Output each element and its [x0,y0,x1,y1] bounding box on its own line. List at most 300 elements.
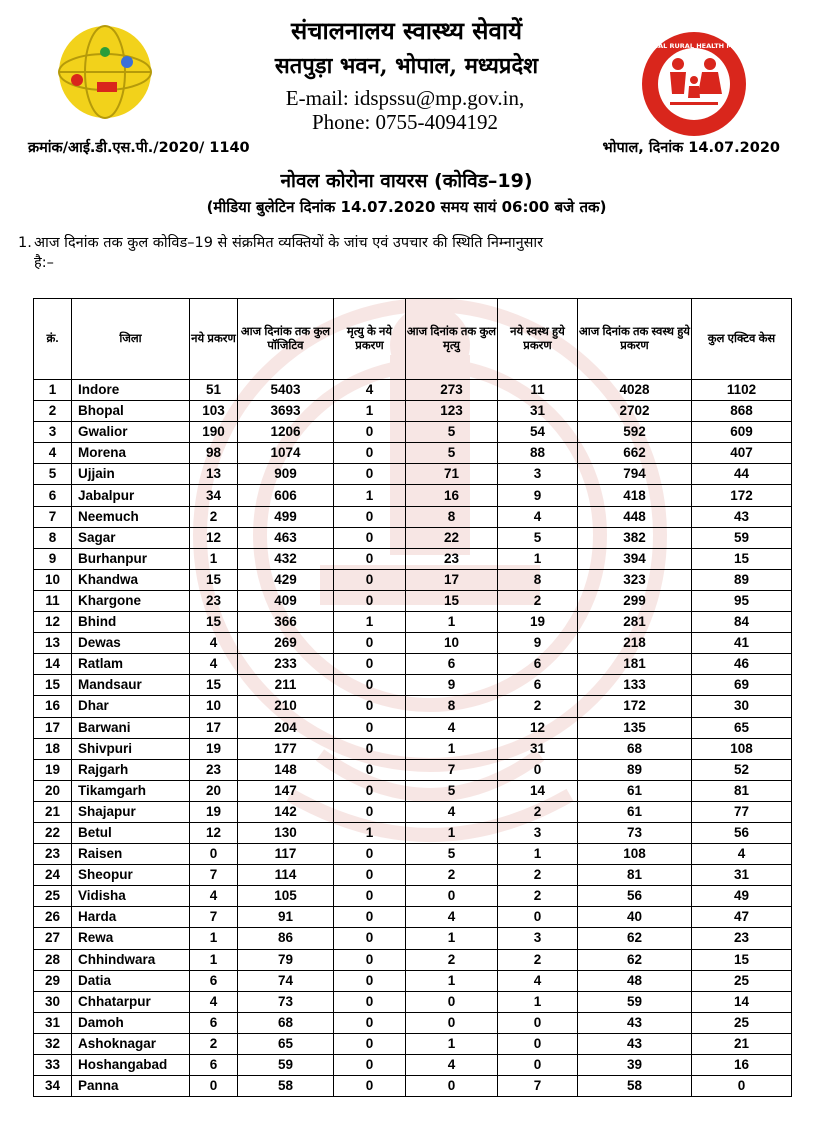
cell-new-recovered: 54 [498,422,578,443]
cell-new-recovered: 11 [498,380,578,401]
cell-active-cases: 84 [692,612,792,633]
table-row [34,380,792,401]
cell-total-deaths: 4 [406,907,498,928]
cell-new-deaths: 0 [334,865,406,886]
cell-total-deaths: 2 [406,949,498,970]
cell-total-positive: 114 [238,865,334,886]
cell-total-positive: 3693 [238,401,334,422]
cell-active-cases: 44 [692,464,792,485]
cell-serial: 5 [34,464,72,485]
cell-new-recovered: 0 [498,1055,578,1076]
cell-active-cases: 25 [692,970,792,991]
cell-serial: 7 [34,506,72,527]
table-row [34,485,792,506]
cell-new-cases: 51 [190,380,238,401]
cell-active-cases: 172 [692,485,792,506]
cell-new-recovered: 1 [498,548,578,569]
table-row [34,548,792,569]
cell-new-recovered: 14 [498,780,578,801]
cell-district: Ratlam [72,654,190,675]
cell-new-recovered: 3 [498,822,578,843]
cell-new-cases: 0 [190,844,238,865]
cell-total-deaths: 17 [406,569,498,590]
cell-new-cases: 98 [190,443,238,464]
cell-district: Bhind [72,612,190,633]
cell-total-deaths: 123 [406,401,498,422]
cell-new-recovered: 2 [498,886,578,907]
cell-total-positive: 68 [238,1012,334,1033]
cell-new-cases: 1 [190,928,238,949]
cell-total-deaths: 8 [406,506,498,527]
cell-total-deaths: 22 [406,527,498,548]
table-row [34,822,792,843]
cell-new-cases: 6 [190,1055,238,1076]
cell-new-deaths: 0 [334,633,406,654]
bulletin-subtitle: (मीडिया बुलेटिन दिनांक 14.07.2020 समय सायं 06:00 बजे तक) [206,198,607,216]
cell-active-cases: 56 [692,822,792,843]
header-new-cases: नये प्रकरण [190,299,238,380]
intro-text: आज दिनांक तक कुल कोविड–19 से संक्रमित व्यक्तियों के जांच एवं उपचार की स्थिति निम्नानुसार [34,235,544,251]
cell-active-cases: 14 [692,991,792,1012]
cell-new-recovered: 6 [498,675,578,696]
cell-serial: 33 [34,1055,72,1076]
cell-serial: 3 [34,422,72,443]
cell-district: Chhindwara [72,949,190,970]
cell-total-recovered: 39 [578,1055,692,1076]
cell-total-deaths: 15 [406,590,498,611]
cell-active-cases: 21 [692,1033,792,1054]
cell-total-positive: 79 [238,949,334,970]
table-row [34,1033,792,1054]
cell-new-cases: 20 [190,780,238,801]
reference-row [28,137,780,159]
table-row [34,844,792,865]
cell-active-cases: 69 [692,675,792,696]
cell-serial: 18 [34,738,72,759]
cell-new-recovered: 2 [498,865,578,886]
cell-new-recovered: 9 [498,633,578,654]
cell-total-deaths: 71 [406,464,498,485]
cell-new-recovered: 88 [498,443,578,464]
table-row [34,717,792,738]
table-row [34,907,792,928]
cell-total-recovered: 62 [578,928,692,949]
cell-total-positive: 73 [238,991,334,1012]
cell-new-recovered: 2 [498,801,578,822]
cell-new-recovered: 2 [498,590,578,611]
table-row [34,612,792,633]
cell-total-recovered: 89 [578,759,692,780]
table-row [34,991,792,1012]
cell-total-positive: 58 [238,1076,334,1097]
cell-district: Morena [72,443,190,464]
table-row [34,696,792,717]
cell-district: Chhatarpur [72,991,190,1012]
cell-district: Raisen [72,844,190,865]
cell-new-deaths: 0 [334,1076,406,1097]
bulletin-title: नोवल कोरोना वायरस (कोविड–19) [280,170,533,192]
email-line: E-mail: idspssu@mp.gov.in, [285,86,525,110]
cell-new-recovered: 0 [498,1012,578,1033]
cell-new-cases: 6 [190,970,238,991]
header-serial: क्रं. [34,299,72,380]
cell-new-cases: 10 [190,696,238,717]
cell-new-deaths: 0 [334,527,406,548]
table-row [34,1012,792,1033]
cell-new-cases: 19 [190,738,238,759]
cell-total-recovered: 108 [578,844,692,865]
cell-total-positive: 117 [238,844,334,865]
header-district: जिला [72,299,190,380]
cell-total-positive: 204 [238,717,334,738]
intro-text-continued: है:– [34,255,54,271]
cell-active-cases: 23 [692,928,792,949]
cell-new-cases: 15 [190,569,238,590]
cell-total-recovered: 56 [578,886,692,907]
cell-active-cases: 52 [692,759,792,780]
cell-new-deaths: 1 [334,822,406,843]
cell-new-deaths: 0 [334,738,406,759]
cell-total-recovered: 281 [578,612,692,633]
cell-district: Damoh [72,1012,190,1033]
cell-total-deaths: 1 [406,928,498,949]
cell-new-deaths: 0 [334,907,406,928]
cell-active-cases: 30 [692,696,792,717]
table-row [34,970,792,991]
cell-serial: 9 [34,548,72,569]
cell-active-cases: 108 [692,738,792,759]
cell-serial: 25 [34,886,72,907]
cell-new-recovered: 0 [498,1033,578,1054]
cell-active-cases: 41 [692,633,792,654]
department-title: संचालनालय स्वास्थ्य सेवायें [290,16,523,45]
cell-serial: 6 [34,485,72,506]
header-total-positive: आज दिनांक तक कुल पॉजिटिव [238,299,334,380]
cell-new-recovered: 6 [498,654,578,675]
cell-active-cases: 4 [692,844,792,865]
cell-new-deaths: 4 [334,380,406,401]
cell-total-recovered: 4028 [578,380,692,401]
cell-new-deaths: 0 [334,1033,406,1054]
cell-total-positive: 463 [238,527,334,548]
cell-district: Burhanpur [72,548,190,569]
cell-new-cases: 12 [190,822,238,843]
cell-serial: 15 [34,675,72,696]
cell-total-recovered: 43 [578,1033,692,1054]
cell-active-cases: 868 [692,401,792,422]
cell-total-positive: 606 [238,485,334,506]
cell-serial: 23 [34,844,72,865]
cell-total-positive: 499 [238,506,334,527]
cell-district: Dhar [72,696,190,717]
table-row [34,401,792,422]
cell-new-cases: 13 [190,464,238,485]
cell-total-positive: 211 [238,675,334,696]
cell-serial: 31 [34,1012,72,1033]
cell-new-deaths: 0 [334,801,406,822]
cell-serial: 1 [34,380,72,401]
cell-total-recovered: 218 [578,633,692,654]
cell-new-recovered: 9 [498,485,578,506]
cell-new-deaths: 1 [334,401,406,422]
cell-serial: 27 [34,928,72,949]
cell-district: Shivpuri [72,738,190,759]
cell-serial: 11 [34,590,72,611]
table-row [34,633,792,654]
cell-serial: 17 [34,717,72,738]
cell-new-deaths: 1 [334,612,406,633]
cell-total-recovered: 58 [578,1076,692,1097]
cell-total-positive: 59 [238,1055,334,1076]
cell-district: Rewa [72,928,190,949]
cell-total-deaths: 273 [406,380,498,401]
cell-total-deaths: 0 [406,991,498,1012]
cell-new-recovered: 31 [498,738,578,759]
table-row [34,865,792,886]
table-row [34,886,792,907]
table-row [34,506,792,527]
cell-total-deaths: 7 [406,759,498,780]
cell-new-recovered: 1 [498,991,578,1012]
cell-serial: 26 [34,907,72,928]
cell-total-recovered: 43 [578,1012,692,1033]
table-header-row [34,299,792,380]
cell-total-positive: 909 [238,464,334,485]
cell-district: Vidisha [72,886,190,907]
intro-number: 1. [18,235,32,251]
cell-serial: 28 [34,949,72,970]
table-row [34,759,792,780]
cell-total-recovered: 299 [578,590,692,611]
cell-serial: 20 [34,780,72,801]
cell-new-cases: 15 [190,612,238,633]
cell-active-cases: 15 [692,548,792,569]
cell-total-recovered: 40 [578,907,692,928]
cell-new-deaths: 0 [334,675,406,696]
cell-total-deaths: 0 [406,1076,498,1097]
header-new-deaths: मृत्यु के नये प्रकरण [334,299,406,380]
cell-new-cases: 15 [190,675,238,696]
reference-number: क्रमांक/आई.डी.एस.पी./2020/ 1140 [28,140,250,156]
cell-new-deaths: 0 [334,654,406,675]
table-row [34,780,792,801]
cell-serial: 24 [34,865,72,886]
cell-district: Bhopal [72,401,190,422]
cell-serial: 16 [34,696,72,717]
cell-total-positive: 233 [238,654,334,675]
cell-total-recovered: 81 [578,865,692,886]
cell-total-positive: 142 [238,801,334,822]
cell-new-recovered: 31 [498,401,578,422]
cell-total-deaths: 4 [406,1055,498,1076]
cell-serial: 10 [34,569,72,590]
cell-total-deaths: 1 [406,1033,498,1054]
cell-total-recovered: 68 [578,738,692,759]
reference-date: भोपाल, दिनांक 14.07.2020 [602,140,780,156]
cell-new-deaths: 0 [334,464,406,485]
cell-total-recovered: 62 [578,949,692,970]
cell-active-cases: 47 [692,907,792,928]
cell-new-cases: 17 [190,717,238,738]
cell-district: Tikamgarh [72,780,190,801]
cell-total-positive: 1206 [238,422,334,443]
cell-new-cases: 6 [190,1012,238,1033]
cell-new-deaths: 0 [334,759,406,780]
cell-active-cases: 25 [692,1012,792,1033]
cell-new-recovered: 0 [498,759,578,780]
cell-new-recovered: 5 [498,527,578,548]
cell-active-cases: 81 [692,780,792,801]
cell-district: Datia [72,970,190,991]
cell-new-cases: 4 [190,886,238,907]
cell-active-cases: 0 [692,1076,792,1097]
table-row [34,928,792,949]
cell-district: Hoshangabad [72,1055,190,1076]
cell-active-cases: 609 [692,422,792,443]
cell-district: Indore [72,380,190,401]
cell-serial: 13 [34,633,72,654]
cell-new-deaths: 0 [334,548,406,569]
cell-serial: 8 [34,527,72,548]
cell-district: Neemuch [72,506,190,527]
cell-new-recovered: 2 [498,949,578,970]
cell-new-deaths: 0 [334,928,406,949]
cell-serial: 32 [34,1033,72,1054]
table-row [34,464,792,485]
cell-new-cases: 4 [190,654,238,675]
cell-new-cases: 23 [190,759,238,780]
cell-total-deaths: 0 [406,886,498,907]
cell-total-recovered: 418 [578,485,692,506]
cell-new-cases: 1 [190,949,238,970]
cell-total-positive: 65 [238,1033,334,1054]
cell-new-cases: 23 [190,590,238,611]
table-row [34,1055,792,1076]
cell-district: Khargone [72,590,190,611]
table-row [34,1076,792,1097]
cell-new-cases: 0 [190,1076,238,1097]
cell-new-cases: 19 [190,801,238,822]
cell-total-recovered: 794 [578,464,692,485]
cell-total-deaths: 4 [406,717,498,738]
cell-total-positive: 147 [238,780,334,801]
cell-total-deaths: 6 [406,654,498,675]
cell-total-recovered: 448 [578,506,692,527]
cell-total-deaths: 5 [406,422,498,443]
cell-total-positive: 74 [238,970,334,991]
cell-total-recovered: 133 [578,675,692,696]
cell-total-recovered: 662 [578,443,692,464]
cell-active-cases: 77 [692,801,792,822]
department-address: सतपुड़ा भवन, भोपाल, मध्यप्रदेश [274,53,539,79]
cell-total-deaths: 1 [406,612,498,633]
cell-active-cases: 15 [692,949,792,970]
phone-line: Phone: 0755-4094192 [311,110,499,134]
cell-new-deaths: 0 [334,1055,406,1076]
cell-total-deaths: 1 [406,738,498,759]
cell-total-recovered: 61 [578,780,692,801]
table-row [34,422,792,443]
covid-status-table [33,298,792,1097]
cell-serial: 34 [34,1076,72,1097]
table-row [34,949,792,970]
table-row [34,590,792,611]
intro-paragraph [18,233,778,273]
cell-new-deaths: 0 [334,844,406,865]
table-row [34,569,792,590]
cell-district: Panna [72,1076,190,1097]
cell-new-recovered: 1 [498,844,578,865]
cell-total-recovered: 61 [578,801,692,822]
cell-district: Jabalpur [72,485,190,506]
cell-serial: 19 [34,759,72,780]
cell-total-recovered: 48 [578,970,692,991]
cell-new-deaths: 0 [334,780,406,801]
cell-district: Betul [72,822,190,843]
cell-new-cases: 4 [190,991,238,1012]
cell-new-cases: 34 [190,485,238,506]
cell-total-positive: 91 [238,907,334,928]
cell-total-recovered: 323 [578,569,692,590]
table-body [34,380,792,1097]
cell-total-positive: 432 [238,548,334,569]
cell-district: Ashoknagar [72,1033,190,1054]
cell-total-positive: 5403 [238,380,334,401]
cell-total-positive: 409 [238,590,334,611]
cell-total-positive: 269 [238,633,334,654]
cell-new-cases: 2 [190,1033,238,1054]
cell-district: Rajgarh [72,759,190,780]
cell-total-recovered: 172 [578,696,692,717]
cell-new-deaths: 0 [334,506,406,527]
cell-total-deaths: 1 [406,970,498,991]
cell-total-recovered: 135 [578,717,692,738]
nrhm-logo-text: NATIONAL RURAL HEALTH MISSION [630,42,758,50]
cell-new-deaths: 0 [334,1012,406,1033]
cell-new-deaths: 0 [334,422,406,443]
cell-total-deaths: 23 [406,548,498,569]
table-row [34,675,792,696]
cell-new-recovered: 19 [498,612,578,633]
cell-serial: 22 [34,822,72,843]
cell-new-deaths: 0 [334,717,406,738]
cell-new-cases: 4 [190,633,238,654]
cell-total-positive: 210 [238,696,334,717]
cell-new-cases: 1 [190,548,238,569]
cell-new-recovered: 8 [498,569,578,590]
cell-district: Gwalior [72,422,190,443]
cell-total-positive: 177 [238,738,334,759]
cell-active-cases: 49 [692,886,792,907]
cell-active-cases: 59 [692,527,792,548]
cell-district: Harda [72,907,190,928]
cell-total-recovered: 181 [578,654,692,675]
cell-new-recovered: 2 [498,696,578,717]
cell-serial: 29 [34,970,72,991]
cell-new-deaths: 1 [334,485,406,506]
cell-total-deaths: 0 [406,1012,498,1033]
cell-active-cases: 43 [692,506,792,527]
cell-new-deaths: 0 [334,569,406,590]
cell-total-positive: 366 [238,612,334,633]
cell-total-recovered: 592 [578,422,692,443]
cell-district: Sheopur [72,865,190,886]
cell-active-cases: 1102 [692,380,792,401]
cell-serial: 21 [34,801,72,822]
cell-new-deaths: 0 [334,590,406,611]
cell-total-positive: 148 [238,759,334,780]
cell-total-recovered: 73 [578,822,692,843]
